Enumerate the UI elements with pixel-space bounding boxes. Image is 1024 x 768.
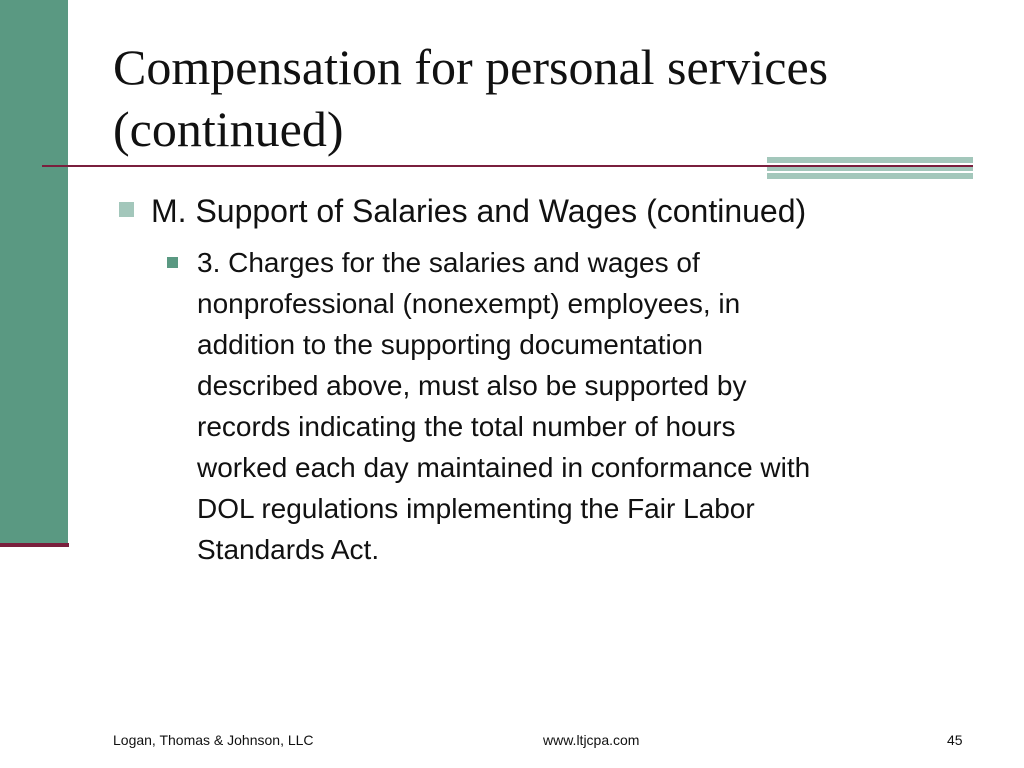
slide-title — [113, 36, 993, 160]
bullet-level-2-line: nonprofessional (nonexempt) employees, in — [197, 288, 741, 319]
bullet-level-2-line: worked each day maintained in conformance with — [197, 452, 811, 483]
bullet-level-1 — [113, 192, 973, 230]
left-bar-underline — [0, 543, 69, 547]
slide-content — [113, 192, 973, 570]
bullet-level-2 — [197, 242, 957, 570]
bullet-level-2-line: records indicating the total number of hours — [197, 411, 736, 442]
square-bullet-icon — [119, 202, 134, 217]
title-accent-block — [767, 157, 973, 179]
bullet-level-2-line: DOL regulations implementing the Fair Labor — [197, 493, 755, 524]
footer-website: www.ltjcpa.com — [543, 732, 640, 748]
accent-block-rule — [767, 165, 973, 167]
bullet-level-2-line: 3. Charges for the salaries and wages of — [197, 247, 700, 278]
bullet-level-1-text: M. Support of Salaries and Wages (continued) — [151, 193, 807, 229]
title-line-1: Compensation for personal services — [113, 39, 829, 95]
left-accent-bar — [0, 0, 68, 544]
bullet-level-2-line: described above, must also be supported by — [197, 370, 747, 401]
slide-number: 45 — [947, 732, 963, 748]
bullet-level-2-line: Standards Act. — [197, 534, 380, 565]
title-line-2: (continued) — [113, 101, 344, 157]
footer-company: Logan, Thomas & Johnson, LLC — [113, 732, 314, 748]
small-square-bullet-icon — [167, 257, 178, 268]
bullet-level-2-line: addition to the supporting documentation — [197, 329, 703, 360]
